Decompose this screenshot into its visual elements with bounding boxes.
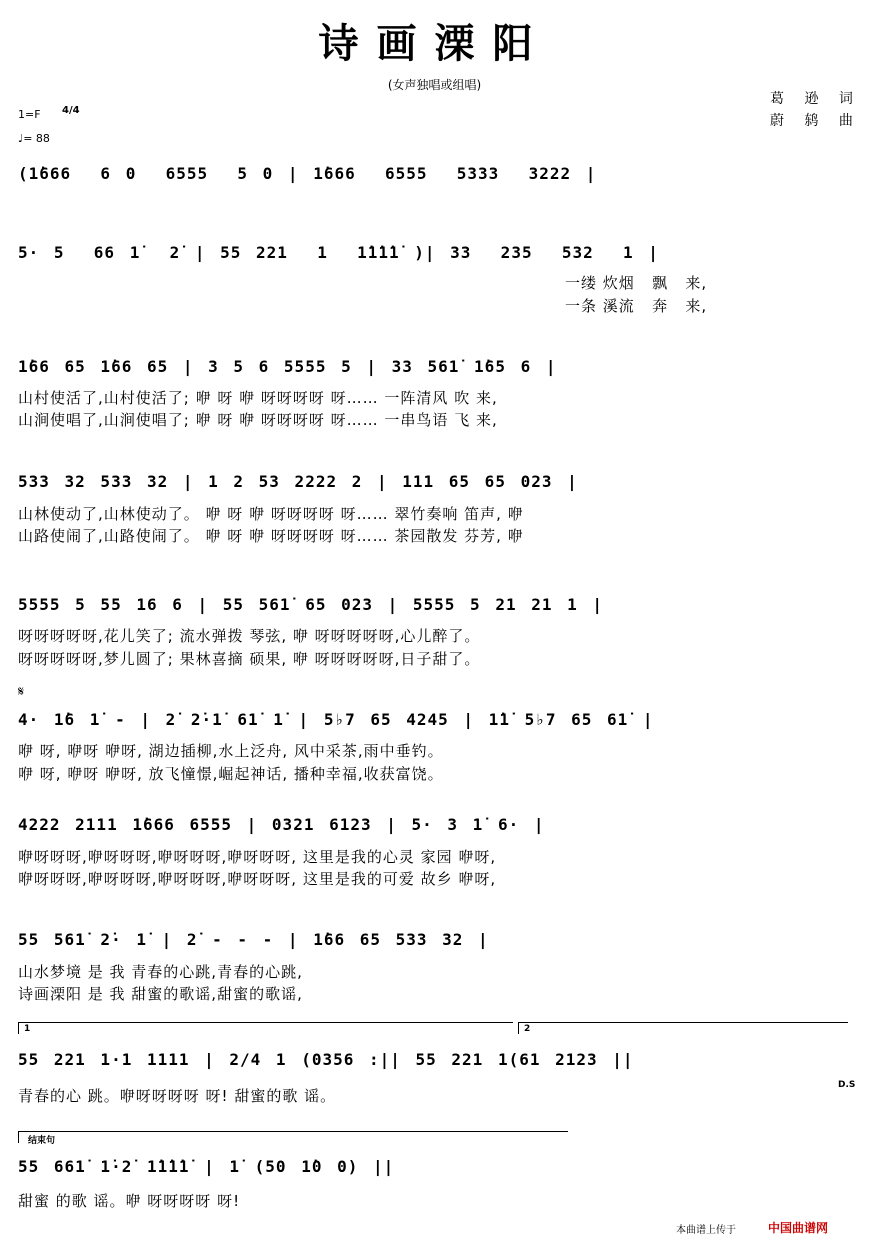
score-row-2-lyrics-1: 一缕 炊烟 飘 来, — [565, 274, 708, 292]
score-row-7-notes: 4222 2111 1̇666 6555 | 0321 6123 | 5· 3 1̇ 6· | — [18, 815, 545, 834]
score-row-8-notes: 55 561̇ 2̇· 1̇ | 2̇ - - - | 1̇66 65 533 32 | — [18, 930, 489, 949]
score-row-2-notes: 5· 5 66 1̇ 2̇ | 55 221 1 1̇1̇1̇1̇ )| 33 235 532 1 | — [18, 243, 659, 262]
volta-2-tick — [518, 1022, 519, 1034]
time-signature: 4/4 — [62, 105, 80, 116]
composer: 蔚 鸫 曲 — [770, 113, 861, 129]
volta-1-line — [18, 1022, 513, 1023]
footer-text: 本曲谱上传于 — [676, 1225, 736, 1236]
score-row-4-lyrics-2: 山路使闹了,山路使闹了。 咿 呀 咿 呀呀呀呀 呀…… 茶园散发 芬芳, 咿 — [18, 527, 524, 545]
score-row-8-lyrics-2: 诗画溧阳 是 我 甜蜜的歌谣,甜蜜的歌谣, — [18, 985, 303, 1003]
score-row-7-lyrics-1: 咿呀呀呀,咿呀呀呀,咿呀呀呀,咿呀呀呀, 这里是我的心灵 家园 咿呀, — [18, 848, 497, 866]
score-row-5-lyrics-2: 呀呀呀呀呀,梦儿圆了; 果林喜摘 硕果, 咿 呀呀呀呀呀,日子甜了。 — [18, 650, 481, 668]
score-row-1-notes: (1̇666 6 0 6555 5 0 | 1̇666 6555 5333 3222 | — [18, 164, 597, 183]
score-row-10-notes: 55 661̇ 1̇·2̇ 1̇1̇1̇1̇ | 1̇ (50 1̇0 0) || — [18, 1157, 395, 1176]
volta-2-label: 2 — [524, 1024, 531, 1034]
volta-1-label: 1 — [24, 1024, 31, 1034]
score-row-2-lyrics-2: 一条 溪流 奔 来, — [565, 297, 708, 315]
volta-2-line — [518, 1022, 848, 1023]
score-row-6-lyrics-2: 咿 呀, 咿呀 咿呀, 放飞憧憬,崛起神话, 播种幸福,收获富饶。 — [18, 765, 444, 783]
score-row-9-notes: 55 221 1·1 1111 | 2/4 1 (0356 :|| 55 221 1(61 2123 || — [18, 1050, 634, 1069]
ending-line — [18, 1131, 568, 1132]
score-row-3-notes: 1̇66 65 1̇66 65 | 3 5 6 5555 5 | 33 561̇ 1̇65 6 | — [18, 357, 557, 376]
score-row-4-notes: 533 32 533 32 | 1 2 53 2222 2 | 111 65 65 023 | — [18, 472, 578, 491]
score-row-4-lyrics-1: 山林使动了,山林使动了。 咿 呀 咿 呀呀呀呀 呀…… 翠竹奏响 笛声, 咿 — [18, 505, 524, 523]
score-row-6-lyrics-1: 咿 呀, 咿呀 咿呀, 湖边插柳,水上泛舟, 风中采茶,雨中垂钓。 — [18, 742, 444, 760]
score-row-8-lyrics-1: 山水梦境 是 我 青春的心跳,青春的心跳, — [18, 963, 303, 981]
score-row-10-lyrics-1: 甜蜜 的歌 谣。咿 呀呀呀呀 呀! — [18, 1192, 241, 1210]
page-title: 诗画溧阳 — [318, 20, 551, 67]
subtitle: (女声独唱或组唱) — [387, 78, 482, 92]
score-row-5-lyrics-1: 呀呀呀呀呀,花儿笑了; 流水弹拨 琴弦, 咿 呀呀呀呀呀,心儿醉了。 — [18, 627, 481, 645]
volta-1-tick — [18, 1022, 19, 1034]
score-row-7-lyrics-2: 咿呀呀呀,咿呀呀呀,咿呀呀呀,咿呀呀呀, 这里是我的可爱 故乡 咿呀, — [18, 870, 497, 888]
score-row-6-notes: 4· 1̇6 1̇ - | 2̇ 2̇·1̇ 61̇ 1̇ | 5♭7 65 4245 | 1̇1̇ 5♭7 65 61̇ | — [18, 710, 654, 729]
site-logo[interactable]: 中国曲谱网 — [768, 1221, 829, 1235]
segno-sign: 𝄋 — [18, 684, 25, 700]
score-row-5-notes: 5555 5 55 16 6 | 55 561̇ 65 023 | 5555 5 21 21 1 | — [18, 595, 604, 614]
score-row-3-lyrics-1: 山村使活了,山村使活了; 咿 呀 咿 呀呀呀呀 呀…… 一阵清风 吹 来, — [18, 389, 498, 407]
lyricist: 葛 逊 词 — [770, 91, 861, 107]
key-signature: 1=F — [18, 108, 41, 121]
ending-tick — [18, 1131, 19, 1143]
score-row-9-lyrics-1: 青春的心 跳。咿呀呀呀呀 呀! 甜蜜的歌 谣。 — [18, 1087, 337, 1105]
tempo: ♩= 88 — [18, 132, 50, 145]
ds-marking: D.S — [838, 1080, 856, 1090]
ending-label: 结束句 — [28, 1136, 56, 1146]
score-row-3-lyrics-2: 山涧使唱了,山涧使唱了; 咿 呀 咿 呀呀呀呀 呀…… 一串鸟语 飞 来, — [18, 411, 498, 429]
